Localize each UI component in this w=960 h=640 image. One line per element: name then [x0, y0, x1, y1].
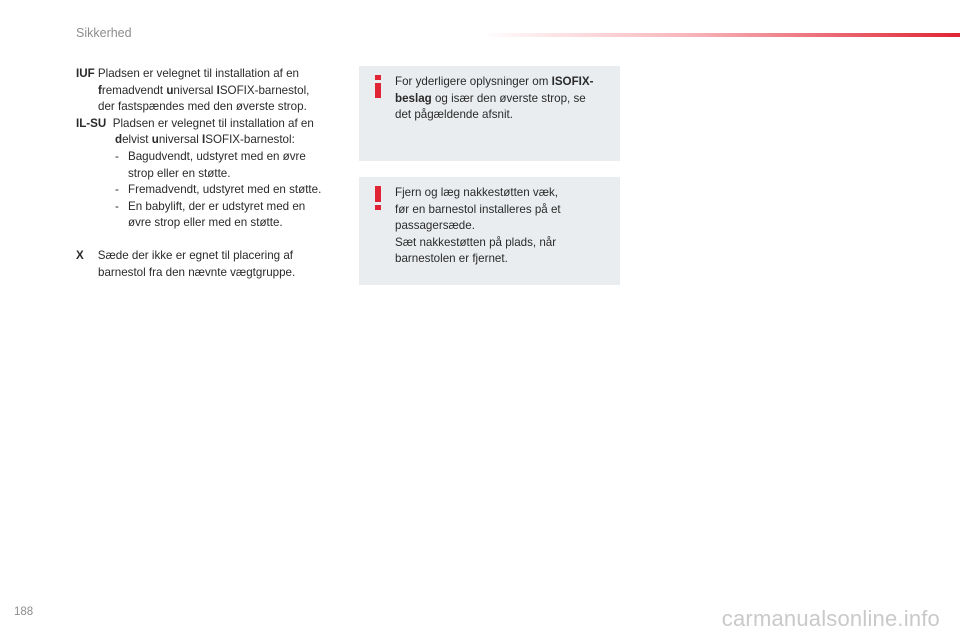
warning-text — [395, 185, 607, 268]
legend-code: IL-SU — [76, 116, 107, 130]
list-item — [76, 182, 348, 199]
info-text — [395, 74, 607, 124]
legend-code: X — [76, 248, 84, 262]
legend-line — [76, 66, 348, 83]
legend-line — [76, 83, 348, 100]
legend-text: niversal — [173, 83, 217, 97]
page-number: 188 — [14, 606, 34, 618]
legend-text: elvist — [122, 133, 152, 147]
warning-line: passagersæde. — [395, 219, 475, 233]
list-item-text: øvre strop eller med en støtte. — [128, 216, 283, 230]
legend-text: Pladsen er velegnet til installation af en — [106, 116, 314, 130]
legend-code: IUF — [76, 67, 95, 80]
acronym-letter: u — [166, 83, 174, 97]
legend-entry-x — [76, 248, 348, 281]
list-item-text: strop eller en støtte. — [128, 166, 231, 180]
list-dash: - — [115, 183, 119, 197]
legend-text: niversal — [158, 133, 202, 147]
legend-text: Sæde der ikke er egnet til placering af — [97, 248, 294, 262]
warning-line: barnestolen er fjernet. — [395, 252, 508, 266]
acronym-letter: f — [98, 83, 102, 97]
legend-line — [76, 248, 348, 265]
warning-line: Sæt nakkestøtten på plads, når — [395, 235, 557, 249]
list-item-text: Fremadvendt, udstyret med en støtte. — [128, 183, 322, 197]
warning-line: før en barnestol installeres på et — [395, 202, 561, 216]
info-line-bold: beslag — [395, 91, 432, 105]
list-item-text: Bagudvendt, udstyret med en øvre — [128, 149, 306, 163]
acronym-letter: u — [151, 133, 159, 147]
legend-line — [76, 132, 348, 149]
acronym-letter: I — [216, 83, 220, 97]
exclamation-icon — [371, 185, 385, 211]
legend-line — [76, 116, 348, 133]
legend-line: barnestol fra den nævnte vægtgruppe. — [98, 265, 296, 279]
spacer — [76, 232, 348, 248]
legend-entry-iuf — [76, 66, 348, 116]
warning-line: Fjern og læg nakkestøtten væk, — [395, 186, 559, 199]
info-line-text: og især den øverste strop, se — [431, 91, 586, 105]
info-box — [359, 66, 620, 161]
list-item — [76, 199, 348, 232]
section-title: Sikkerhed — [76, 26, 132, 40]
list-item-text: En babylift, der er udstyret med en — [128, 199, 306, 213]
info-line-text: For yderligere oplysninger om — [395, 75, 552, 88]
info-line — [395, 74, 607, 91]
info-line — [395, 91, 607, 108]
legend-text: remadvendt — [101, 83, 167, 97]
legend-text: Pladsen er velegnet til installation af en — [94, 67, 299, 80]
legend-text: SOFIX-barnestol, — [219, 83, 310, 97]
list-dash: - — [115, 199, 119, 213]
list-item — [76, 149, 348, 182]
acronym-letter: I — [202, 133, 206, 147]
legend-text: SOFIX-barnestol: — [205, 133, 295, 147]
watermark: carmanualsonline.info — [721, 606, 940, 631]
info-line: det pågældende afsnit. — [395, 108, 513, 122]
header-accent-bar — [480, 33, 960, 37]
info-line-bold: ISOFIX- — [551, 75, 594, 88]
acronym-letter: d — [115, 133, 123, 147]
seat-code-legend — [76, 66, 348, 281]
list-dash: - — [115, 149, 119, 163]
legend-entry-ilsu — [76, 116, 348, 232]
warning-box — [359, 177, 620, 285]
info-icon — [371, 74, 385, 100]
legend-line: der fastspændes med den øverste strop. — [98, 100, 307, 114]
